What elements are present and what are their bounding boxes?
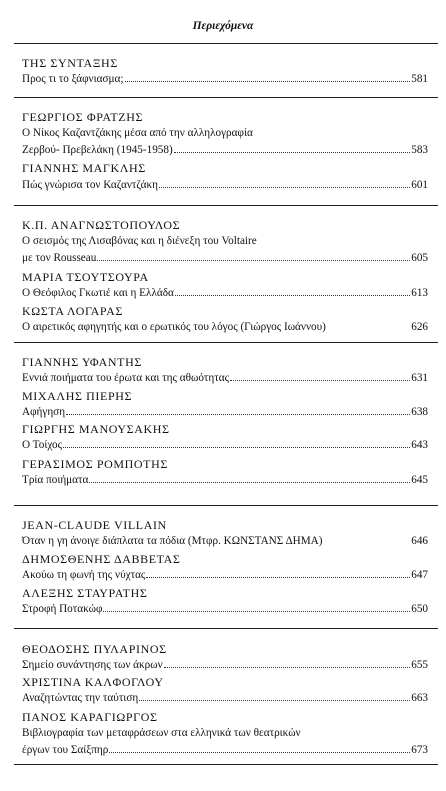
page-number: 583 [411, 144, 428, 156]
entry-title: Σημείο συνάντησης των άκρων [22, 659, 163, 671]
section-divider [14, 43, 438, 44]
entry-title: Όταν η γη άνοιγε διάπλατα τα πόδια (Μτφρ. ΚΩΝΣΤΑΝΣ ΔΗΜΑ) [22, 535, 323, 547]
page-number: 663 [411, 692, 428, 704]
dot-leader [164, 667, 411, 668]
section-divider [14, 505, 438, 506]
entry-title-line: Βιβλιογραφία των μεταφράσεων στα ελληνικά των θεατρικών [22, 727, 301, 739]
dot-leader [66, 414, 410, 415]
entry-title: Ο Θεόφιλος Γκωτιέ και η Ελλάδα [22, 287, 174, 299]
author-name: Κ.Π. ΑΝΑΓΝΩΣΤΟΠΟΥΛΟΣ [22, 218, 181, 232]
dot-leader [175, 295, 410, 296]
section-divider [14, 205, 438, 206]
entry-title-line: Ο Νίκος Καζαντζάκης μέσα από την αλληλογραφία [22, 127, 253, 139]
entry-title: Προς τι το ξάφνιασμα; [22, 73, 124, 85]
toc-entry [22, 252, 428, 264]
toc-entry [22, 179, 428, 191]
dot-leader [109, 752, 410, 753]
page-number: 645 [411, 474, 428, 486]
toc-entry [22, 287, 428, 299]
author-name: ΔΗΜΟΣΘΕΝΗΣ ΔΑΒΒΕΤΑΣ [22, 552, 181, 566]
section-divider [14, 764, 438, 765]
entry-title: Τρία ποιήματα [22, 474, 89, 486]
author-name: ΚΩΣΤΑ ΛΟΓΑΡΑΣ [22, 304, 123, 318]
entry-title-line: Ο σεισμός της Λισαβόνας και η διένεξη του Voltaire [22, 235, 257, 247]
page-number: 647 [411, 569, 428, 581]
toc-entry [22, 321, 428, 333]
author-name: JEAN-CLAUDE VILLAIN [22, 518, 167, 532]
entry-title: Στροφή Ποτακώφ [22, 603, 103, 615]
toc-entry [22, 744, 428, 756]
page-number: 605 [411, 252, 428, 264]
toc-entry [22, 406, 428, 418]
author-name: ΧΡΙΣΤΙΝΑ ΚΑΛΦΟΓΛΟΥ [22, 675, 164, 689]
page-number: 581 [411, 73, 428, 85]
dot-leader [125, 81, 411, 82]
toc-entry [22, 569, 428, 581]
author-name: ΓΙΩΡΓΗΣ ΜΑΝΟΥΣΑΚΗΣ [22, 422, 170, 436]
toc-entry [22, 144, 428, 156]
author-name: ΑΛΕΞΗΣ ΣΤΑΥΡΑΤΗΣ [22, 586, 148, 600]
page-number: 638 [411, 406, 428, 418]
section-divider [14, 97, 438, 98]
author-name: ΓΕΩΡΓΙΟΣ ΦΡΑΤΖΗΣ [22, 110, 144, 124]
page-number: 646 [411, 535, 428, 547]
section-divider [14, 628, 438, 629]
page-number: 613 [411, 287, 428, 299]
author-name: ΓΙΑΝΝΗΣ ΜΑΓΚΛΗΣ [22, 161, 146, 175]
entry-title: Πώς γνώρισα τον Καζαντζάκη [22, 179, 159, 191]
dot-leader [89, 482, 410, 483]
toc-entry [22, 439, 428, 451]
entry-title: Ακούω τη φωνή της νύχτας [22, 569, 146, 581]
section-divider [14, 342, 438, 343]
entry-title: Εννιά ποιήματα του έρωτα και της αθωότητας [22, 372, 230, 384]
entry-title: με τον Rousseau [22, 252, 97, 264]
dot-leader [230, 380, 410, 381]
toc-entry [22, 659, 428, 671]
author-name: ΠΑΝΟΣ ΚΑΡΑΓΙΩΡΓΟΣ [22, 710, 158, 724]
author-name: ΜΑΡΙΑ ΤΣΟΥΤΣΟΥΡΑ [22, 270, 149, 284]
toc-entry [22, 73, 428, 85]
page-number: 673 [411, 744, 428, 756]
page-number: 626 [411, 321, 428, 333]
dot-leader [146, 577, 410, 578]
entry-title: Αναζητώντας την ταύτιση [22, 692, 139, 704]
page-number: 650 [411, 603, 428, 615]
dot-leader [139, 700, 410, 701]
author-name: ΤΗΣ ΣΥΝΤΑΞΗΣ [22, 56, 118, 70]
page-title: Περιεχόμενα [192, 20, 254, 32]
page-number: 601 [411, 179, 428, 191]
author-name: ΘΕΟΔΟΣΗΣ ΠΥΛΑΡΙΝΟΣ [22, 642, 167, 656]
dot-leader [174, 152, 411, 153]
entry-title: Ο Τοίχος [22, 439, 63, 451]
page-number: 643 [411, 439, 428, 451]
page-number: 631 [411, 372, 428, 384]
author-name: ΜΙΧΑΛΗΣ ΠΙΕΡΗΣ [22, 389, 133, 403]
author-name: ΓΙΑΝΝΗΣ ΥΦΑΝΤΗΣ [22, 355, 142, 369]
entry-title: Αφήγηση [22, 406, 66, 418]
dot-leader [63, 447, 410, 448]
dot-leader [103, 611, 410, 612]
author-name: ΓΕΡΑΣΙΜΟΣ ΡΟΜΠΟΤΗΣ [22, 457, 168, 471]
toc-entry [22, 692, 428, 704]
page-number: 655 [411, 659, 428, 671]
entry-title: Ο αιρετικός αφηγητής και ο ερωτικός του λόγος (Γιώργος Ιωάννου) [22, 321, 326, 333]
toc-entry [22, 603, 428, 615]
toc-entry [22, 372, 428, 384]
entry-title: έργων του Σαίξπηρ [22, 744, 109, 756]
entry-title: Ζερβού- Πρεβελάκη (1945-1958) [22, 144, 173, 156]
toc-entry [22, 535, 428, 547]
dot-leader [97, 260, 410, 261]
toc-entry [22, 474, 428, 486]
dot-leader [159, 187, 410, 188]
